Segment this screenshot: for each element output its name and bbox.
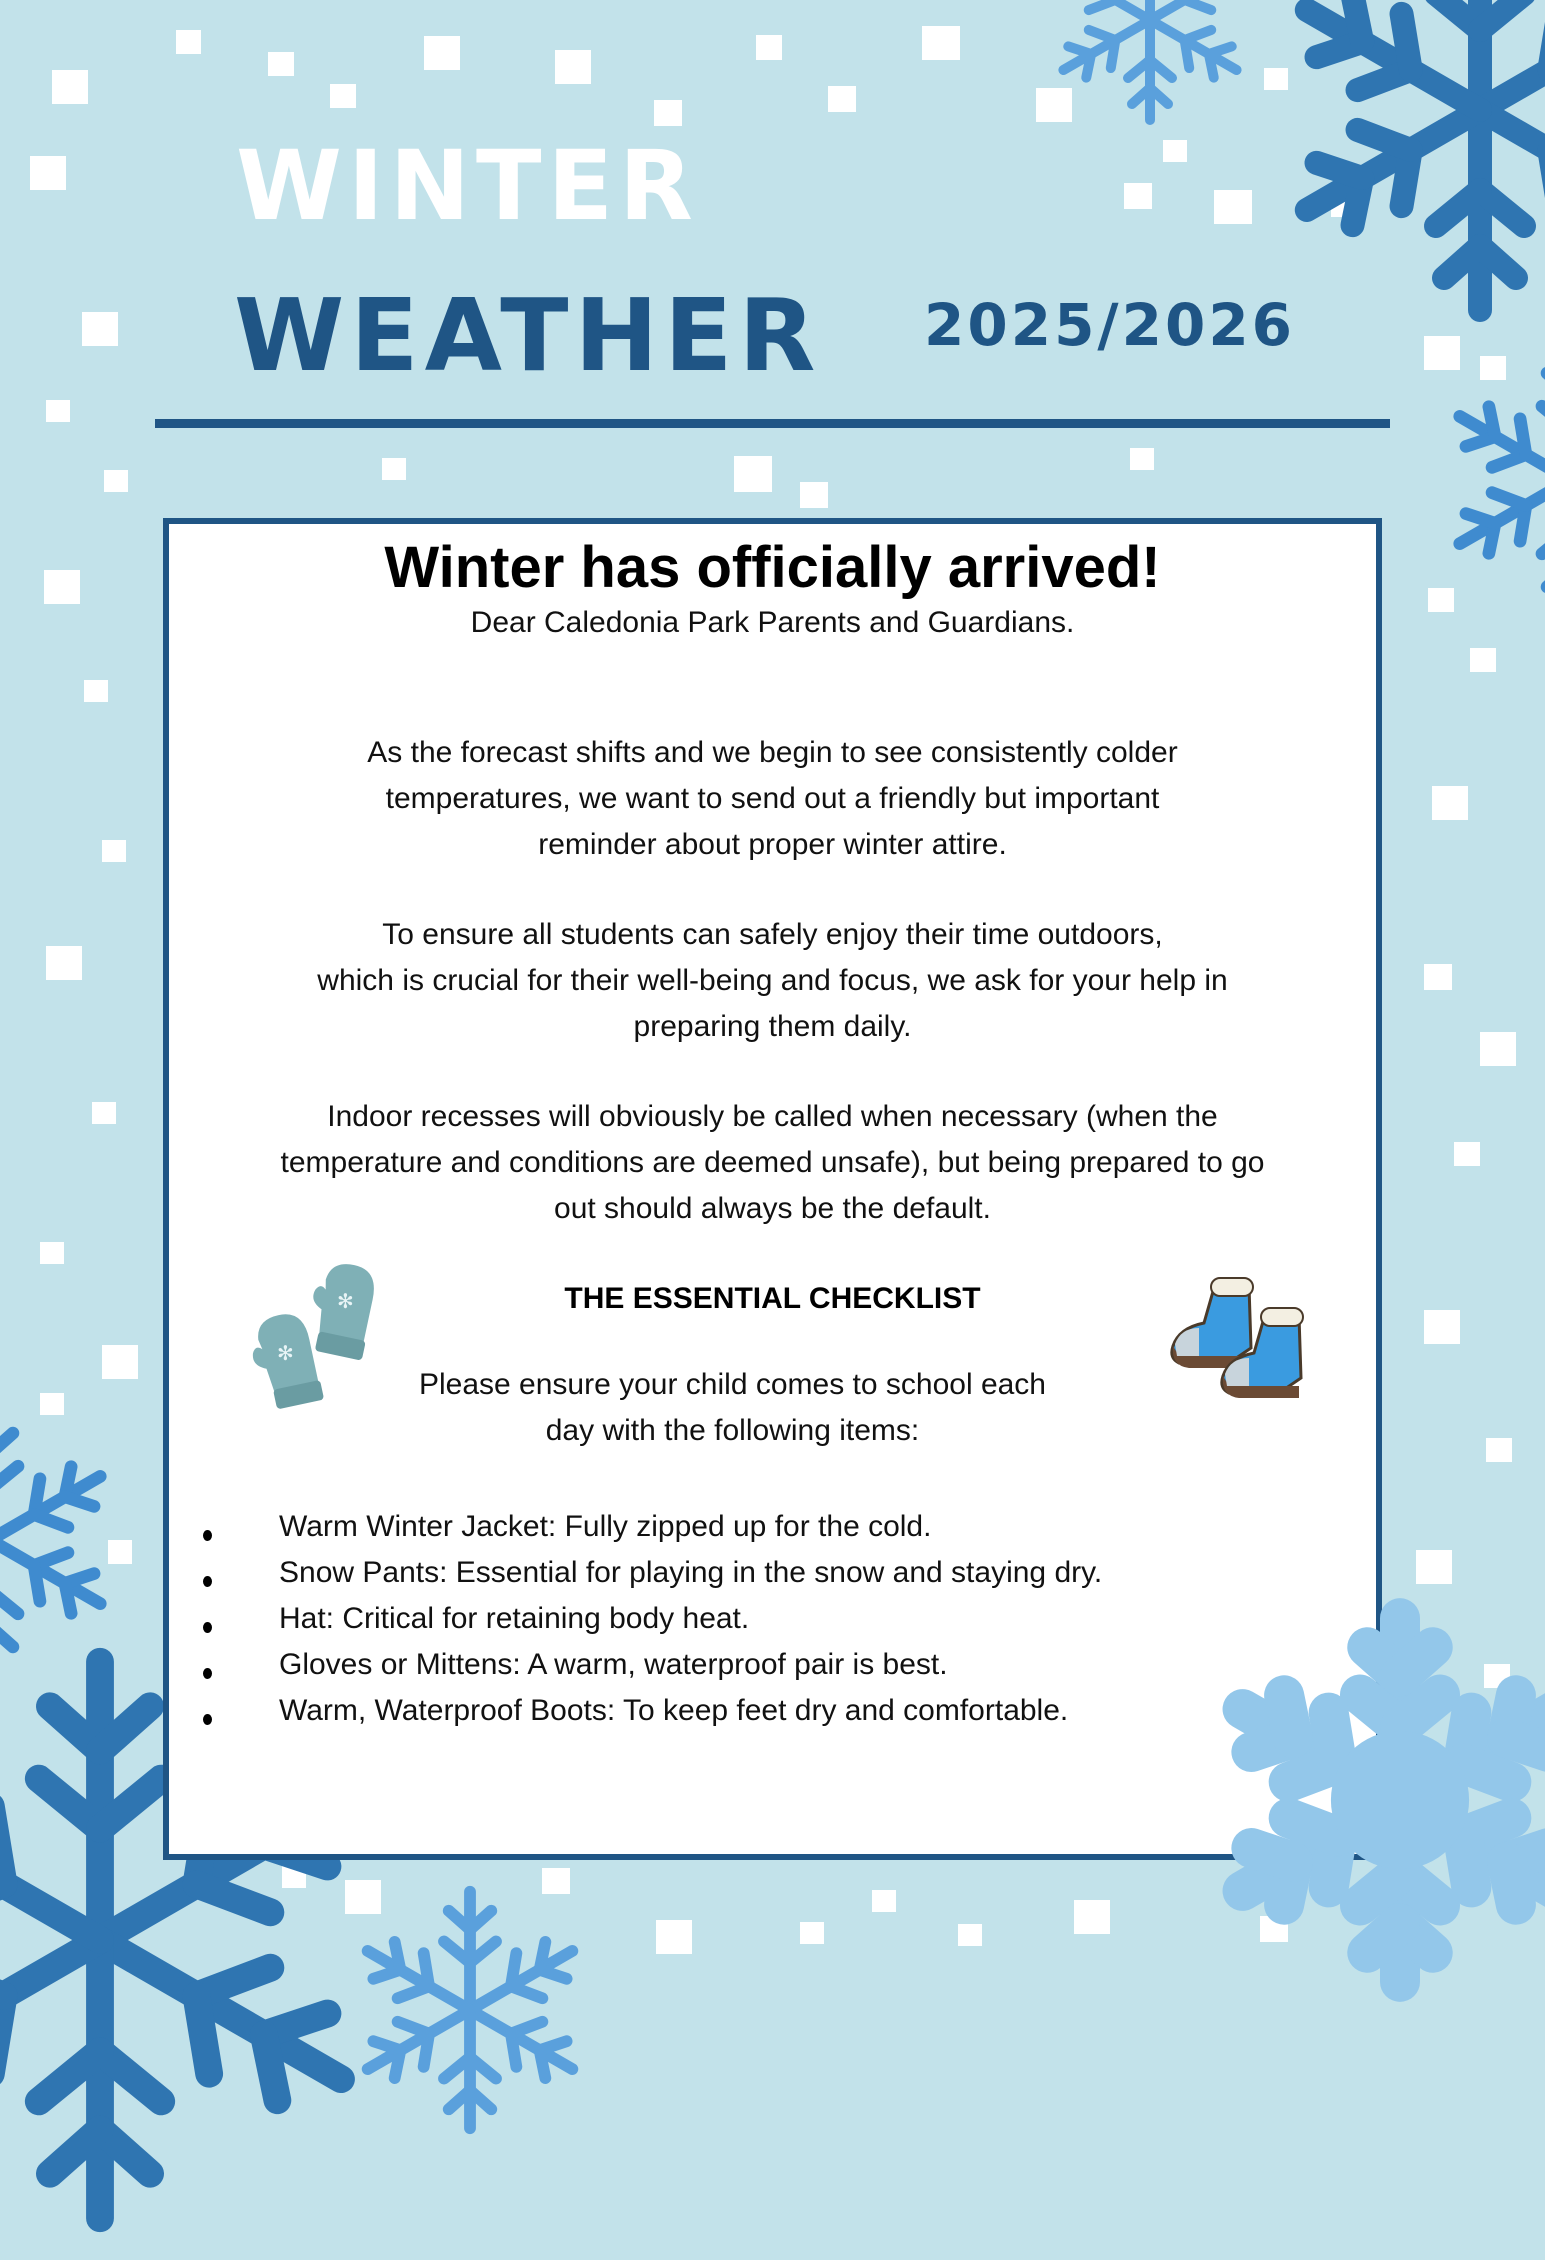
paragraph-line: which is crucial for their well-being and focus, we ask for your help in bbox=[317, 964, 1228, 997]
snowflake-icon bbox=[1040, 0, 1260, 130]
paragraph-3 bbox=[177, 1094, 1368, 1232]
snowflake-icon bbox=[1250, 0, 1545, 340]
header-divider bbox=[155, 419, 1390, 428]
paragraph-line: day with the following items: bbox=[545, 1414, 920, 1447]
checklist-heading: THE ESSENTIAL CHECKLIST bbox=[564, 1282, 981, 1315]
snowflake-icon bbox=[340, 1880, 600, 2140]
paragraph-line: temperature and conditions are deemed unsafe), but being prepared to go bbox=[280, 1146, 1265, 1179]
list-item: Gloves or Mittens: A warm, waterproof pair is best. bbox=[199, 1642, 1102, 1688]
letter-heading: Winter has officially arrived! bbox=[384, 535, 1161, 600]
paragraph-line: temperatures, we want to send out a friendly but important bbox=[385, 782, 1160, 815]
list-item: Snow Pants: Essential for playing in the snow and staying dry. bbox=[199, 1550, 1102, 1596]
svg-text:✻: ✻ bbox=[337, 1289, 354, 1313]
paragraph-2 bbox=[189, 912, 1356, 1050]
paragraph-line: out should always be the default. bbox=[554, 1192, 991, 1225]
title-weather: WEATHER bbox=[234, 277, 822, 394]
paragraph-1 bbox=[189, 730, 1356, 868]
snowflake-icon bbox=[1430, 340, 1545, 620]
list-item: Warm Winter Jacket: Fully zipped up for the cold. bbox=[199, 1504, 1102, 1550]
paragraph-line: Indoor recesses will obviously be called when necessary (when the bbox=[327, 1100, 1218, 1133]
list-item: Hat: Critical for retaining body heat. bbox=[199, 1596, 1102, 1642]
paragraph-line: As the forecast shifts and we begin to see consistently colder bbox=[367, 736, 1178, 769]
title-winter: WINTER bbox=[236, 130, 699, 242]
boots-icon bbox=[1169, 1268, 1319, 1408]
snowflake-icon bbox=[1200, 1590, 1545, 2010]
school-year: 2025/2026 bbox=[924, 291, 1296, 359]
checklist-intro bbox=[349, 1362, 1116, 1454]
paragraph-line: preparing them daily. bbox=[633, 1010, 912, 1043]
svg-text:✻: ✻ bbox=[277, 1341, 294, 1365]
paragraph-line: To ensure all students can safely enjoy their time outdoors, bbox=[382, 918, 1163, 951]
checklist-items bbox=[199, 1504, 1102, 1734]
list-item: Warm, Waterproof Boots: To keep feet dry and comfortable. bbox=[199, 1688, 1102, 1734]
mittens-icon bbox=[249, 1264, 389, 1424]
salutation: Dear Caledonia Park Parents and Guardians. bbox=[470, 606, 1075, 639]
paragraph-line: reminder about proper winter attire. bbox=[538, 828, 1007, 861]
paragraph-line: Please ensure your child comes to school each bbox=[418, 1368, 1046, 1401]
